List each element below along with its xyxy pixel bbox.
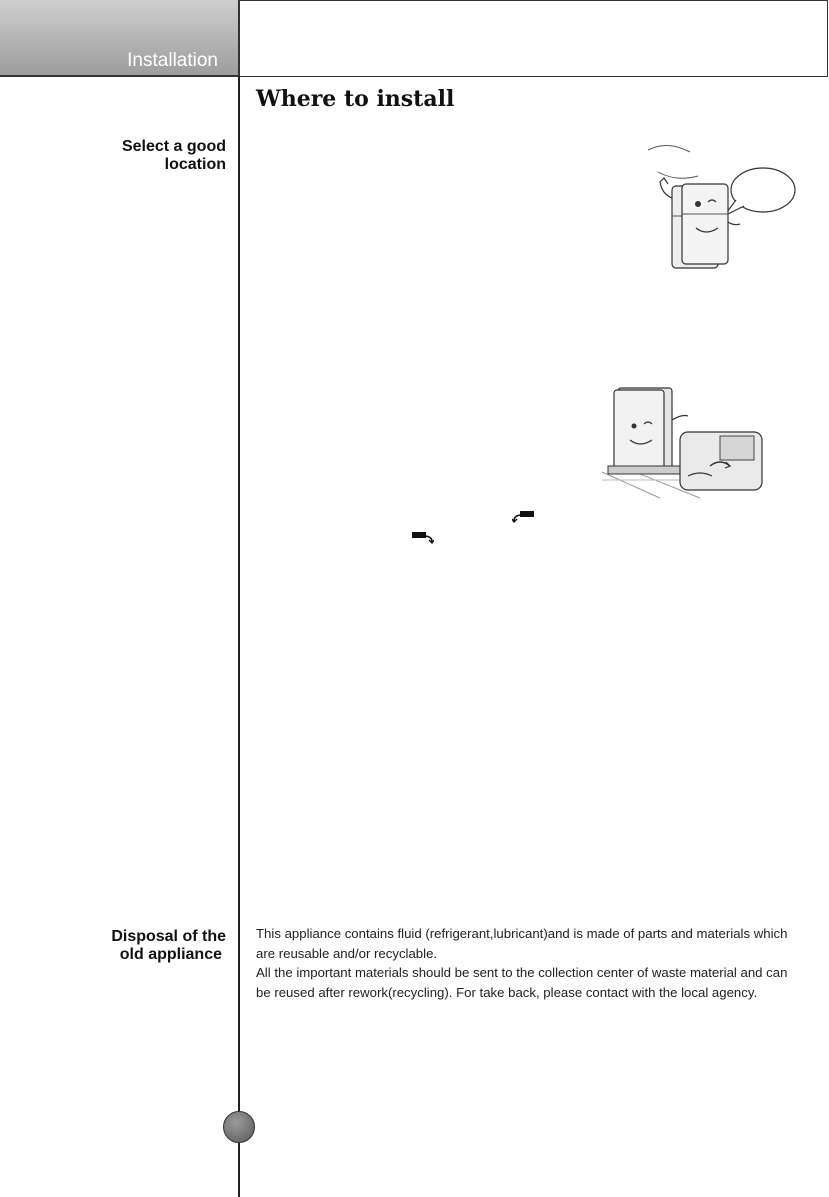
location-heading-line2: location [164, 156, 226, 173]
section-tab-label: Installation [127, 50, 218, 71]
location-heading-line1: Select a good [121, 138, 226, 155]
disposal-paragraph-1: This appliance contains fluid (refrigerant,lubricant)and is made of parts and materials which are reusable and/or recyclable. [256, 926, 788, 961]
disposal-heading [111, 928, 226, 964]
column-divider [238, 76, 240, 1197]
header-box [238, 0, 828, 77]
disposal-text [256, 924, 804, 1002]
location-heading [122, 138, 226, 174]
header-rule [0, 75, 238, 77]
disposal-heading-line1: Disposal of the [111, 928, 226, 945]
refrigerator-leveling-icon [600, 380, 770, 500]
rotate-left-arrow-icon [512, 509, 536, 523]
rotate-right-arrow-icon [410, 530, 434, 544]
section-tab [0, 0, 238, 76]
page-circle-icon [223, 1111, 255, 1143]
disposal-paragraph-2: All the important materials should be sent to the collection center of waste material and can be reused after rework(recycling). For take back, please contact with the local agency. [256, 965, 788, 1000]
disposal-heading-line2: old appliance [119, 946, 222, 963]
page-title: Where to install [256, 86, 455, 112]
refrigerator-character-speech-icon [628, 138, 818, 273]
